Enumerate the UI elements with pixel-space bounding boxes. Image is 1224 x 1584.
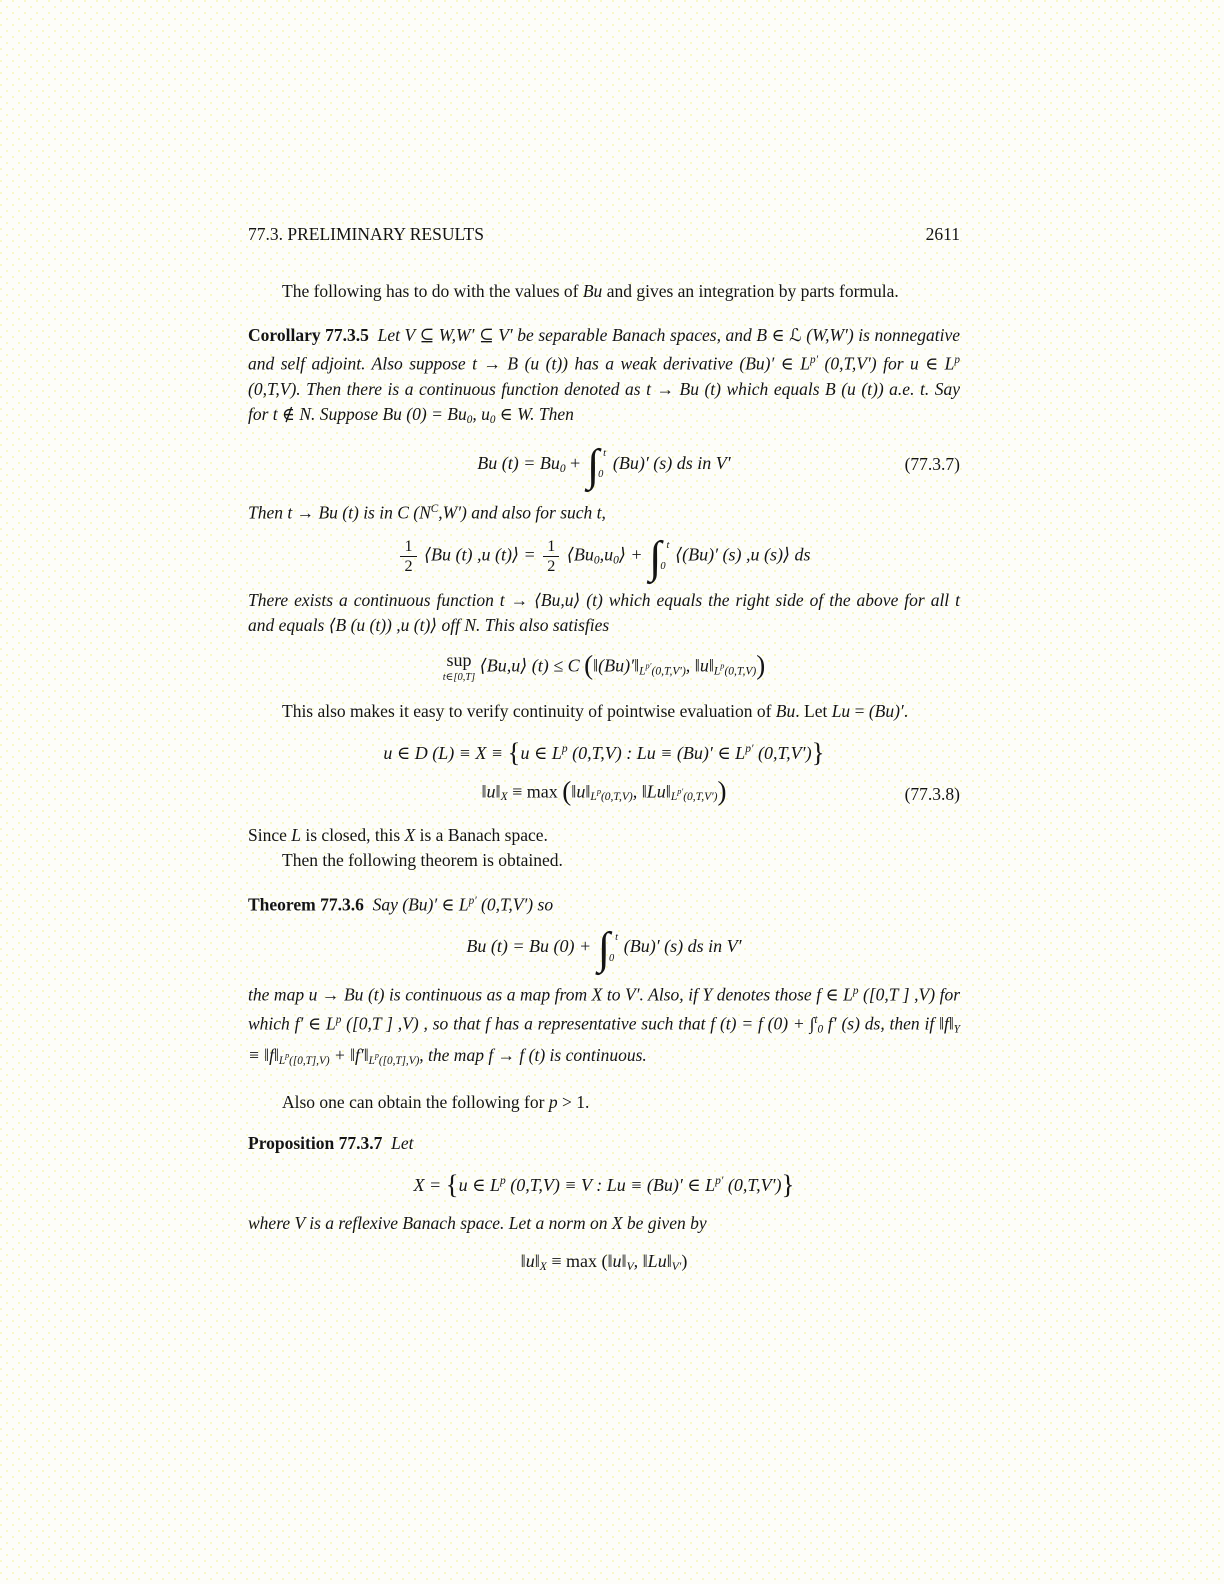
paragraph-the-map: the map u → Bu (t) is continuous as a map from X to V′. Also, if Y denotes those f ∈ $L^p$ ([0,T ] ,V) for which f′ ∈ $L^p$ ([0,T ] ,V) , so that f has a representative such that f (t) = f (0) + ∫$^t_0$ f′ (s) ds, then if $‖f‖_Y$ ≡ $‖f‖_Lp_{([0,T],V)}$ + $‖f'‖_Lp_{([0,T],V)}$, the map f → f (t) is continuous. bbox=[248, 985, 960, 1067]
equation-domain-x bbox=[248, 737, 960, 766]
page-header bbox=[248, 222, 960, 247]
paragraph-then-bu: Then t → Bu (t) is in C $(N^C,W')$ and also for such t, bbox=[248, 502, 606, 523]
equation-sup-bound bbox=[248, 651, 960, 684]
paragraph-pointwise: This also makes it easy to verify continuity of pointwise evaluation of Bu. Let Lu = (Bu)′. bbox=[282, 700, 909, 721]
equation-norm-x bbox=[248, 1249, 960, 1280]
equation-number: (77.3.7) bbox=[904, 454, 960, 475]
paragraph-intro: The following has to do with the values of Bu and gives an integration by parts formula. bbox=[282, 281, 899, 301]
equation-77-3-7 bbox=[248, 439, 960, 490]
equation-body: $\frac{1}{2}$ ⟨Bu (t) ,u (t)⟩ = $\frac{1}{2}$ $⟨Bu_0,u_0⟩$ + ∫ t 0 ⟨(Bu)′ (s) ,u (s)⟩ ds bbox=[397, 538, 810, 575]
corollary-77-3-5: Corollary 77.3.5 Let V ⊆ W,W′ ⊆ V′ be separable Banach spaces, and B ∈ ℒ (W,W′) is nonnegative and self adjoint. Also suppose t → B (u (t)) has a weak derivative (Bu)′ ∈ $L^{p'}$ (0,T,V′) for u ∈ $L^p$ (0,T,V). Then there is a continuous function denoted as t → Bu (t) which equals B (u (t)) a.e. t. Say for t ∉ N. Suppose Bu $(0) = Bu_0$, $u_0$ ∈ W. Then bbox=[248, 325, 961, 426]
equation-body: Bu (t) = Bu (0) + ∫ t 0 (Bu)′ (s) ds in V′ bbox=[466, 923, 742, 974]
equation-body: X = {u ∈ $L^p$ (0,T,V) ≡ V : Lu ≡ (Bu)′ ∈ $L^{p'}$ (0,T,V′)} bbox=[413, 1169, 795, 1200]
equation-bu-integral bbox=[248, 923, 960, 974]
equation-body: sup t∈[0,T] ⟨Bu,u⟩ (t) ≤ C ($‖(Bu)'‖_Lp'_{(0,T,V')}$, $‖u‖_Lp_{(0,T,V)}$) bbox=[442, 650, 766, 684]
equation-body: u ∈ D (L) ≡ X ≡ {u ∈ $L^p$ (0,T,V) : Lu ≡ (Bu)′ ∈ $L^{p'}$ (0,T,V′)} bbox=[383, 737, 825, 768]
paragraph-where-v: where V is a reflexive Banach space. Let a norm on X be given by bbox=[248, 1212, 707, 1233]
page-number: 2611 bbox=[925, 224, 960, 244]
equation-number: (77.3.8) bbox=[904, 783, 960, 804]
equation-body: Bu $(t) = Bu_0$ + ∫ t 0 (Bu)′ (s) ds in V′ bbox=[477, 439, 731, 490]
document-page bbox=[248, 0, 960, 1279]
equation-body: $‖u‖_X \equiv \max$ ($‖u‖_V$, $‖Lu‖_{V'}$) bbox=[520, 1250, 688, 1273]
paragraph-since-l: Since L is closed, this X is a Banach space. bbox=[248, 824, 548, 845]
section-title: 77.3. PRELIMINARY RESULTS bbox=[248, 224, 484, 244]
equation-body: $‖u‖_X \equiv \max$ ($‖u‖_Lp_{(0,T,V)}$, $‖Lu‖_Lp'_{(0,T,V')}$) bbox=[481, 775, 727, 806]
theorem-77-3-6: Theorem 77.3.6 Say (Bu)′ ∈ $L^{p'}$ (0,T,V′) so bbox=[248, 894, 554, 915]
equation-x-definition bbox=[248, 1169, 960, 1198]
paragraph-then-theorem: Then the following theorem is obtained. bbox=[282, 849, 563, 870]
paragraph-also-one: Also one can obtain the following for p > 1. bbox=[282, 1091, 590, 1112]
equation-77-3-8 bbox=[248, 775, 960, 810]
proposition-77-3-7: Proposition 77.3.7 Let bbox=[248, 1132, 414, 1153]
paragraph-there-exists: There exists a continuous function t → ⟨Bu,u⟩ (t) which equals the right side of the above for all t and equals ⟨B (u (t)) ,u (t)⟩ off N. This also satisfies bbox=[248, 590, 960, 636]
equation-inner-product bbox=[248, 531, 960, 582]
